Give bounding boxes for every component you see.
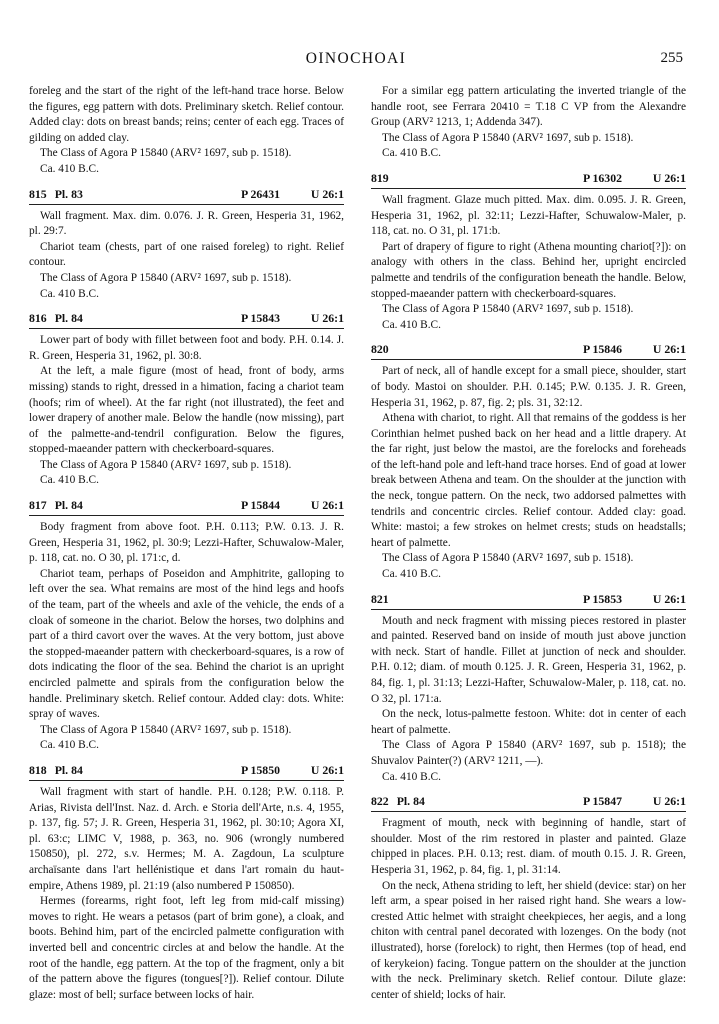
catalog-entry-818: [29, 763, 344, 1003]
entry-heading: [371, 592, 686, 610]
deposit-unit: U 26:1: [310, 762, 344, 777]
right-column: [371, 84, 686, 1003]
inventory-number: P 16302: [583, 170, 622, 185]
catalog-entry-820: [371, 342, 686, 582]
catalog-entry-817: [29, 498, 344, 754]
class-reference: The Class of Agora P 15840 (ARV² 1697, sub p. 1518); the Shuvalov Painter(?) (ARV² 1211, —).: [371, 739, 686, 767]
inventory-number: P 15853: [583, 591, 622, 606]
entry-heading: [29, 498, 344, 516]
catalog-entry-819: [371, 171, 686, 333]
description: At the left, a male figure (most of head, front of body, arms missing) stands to right, dressed in a himation, facing a chariot team (hoofs; rim of wheel). At the far right (not illustrated), the feet and lower drapery of another male. Below the handle (now missing), part of the palmette-and-tendril configuration. Below the figures, stopped-maeander pattern with checkerboard-squares.: [29, 365, 344, 456]
inventory-number: P 15843: [241, 311, 280, 326]
deposit-unit: U 26:1: [652, 342, 686, 357]
class-reference: The Class of Agora P 15840 (ARV² 1697, sub p. 1518).: [40, 271, 292, 284]
class-reference: The Class of Agora P 15840 (ARV² 1697, sub p. 1518).: [40, 723, 292, 736]
date: Ca. 410 B.C.: [382, 147, 441, 160]
description: Body fragment from above foot. P.H. 0.113; P.W. 0.13. J. R. Green, Hesperia 31, 1962, pl. 30:9; Lezzi-Hafter, Schuwalow-Maler, p. 118, cat. no. O 30, pl. 171:c, d.: [29, 521, 344, 565]
inventory-number: P 15844: [241, 498, 280, 513]
entry-number: 815: [29, 186, 47, 201]
description: Wall fragment. Glaze much pitted. Max. dim. 0.095. J. R. Green, Hesperia 31, 1962, pl. 32:11; Lezzi-Hafter, Schuwalow-Maler, p. 118, cat. no. O 31, pl. 171:b.: [371, 193, 686, 238]
class-reference: The Class of Agora P 15840 (ARV² 1697, sub p. 1518).: [40, 147, 292, 160]
entry-number: 821: [371, 591, 389, 606]
description: Chariot team, perhaps of Poseidon and Amphitrite, galloping to left over the sea. What remains are most of the hind legs and hoofs of the team, part of the wheels and axle of the vehicle, the ends of a cloak of someone in the chariot. Below the horses, two dolphins and part of a third cavort over the waves. At the very bottom, just above the stopped-maeander pattern with checkerboard-squares, is a row of dots indicating the floor of the sea. Behind the chariot is an upright encircled palmette and spirals from the configuration below the handle. Preliminary sketch. Relief contour. Added clay: dots. White: spray of waves.: [29, 567, 344, 721]
plate-ref: Pl. 83: [54, 186, 83, 201]
entry-number: 820: [371, 342, 389, 357]
deposit-unit: U 26:1: [652, 794, 686, 809]
description: Mouth and neck fragment with missing pieces restored in plaster and painted. Reserved band on inside of mouth just above junction with neck. Start of handle. Fillet at junction of neck and shoulder. P.H. 0.12; diam. of mouth 0.125. J. R. Green, Hesperia 31, 1962, p. 84, fig. 1, pl. 31:13; Lezzi-Hafter, Schuwalow-Maler, p. 118, cat. no. O 32, pl. 171:a.: [371, 614, 686, 705]
date: Ca. 410 B.C.: [40, 287, 99, 300]
description: On the neck, Athena striding to left, her shield (device: star) on her left arm, a spear poised in her raised right hand. She wears a low-crested Attic helmet with straight cheekpieces, her aegis, and a long chiton with central panel decorated with lozenges. On the body (not illustrated), horse (forelock) to right, then Hermes (top of head, end of kerykeion) facing. Tongue pattern on the shoulder at the junction with the neck. Preliminary sketch. Relief contour. Dilute glaze: center of shield; locks of hair.: [371, 879, 686, 1001]
description: Athena with chariot, to right. All that remains of the goddess is her Corinthian helmet pushed back on her head and a little drapery. At the far right, just below the mastoi, are the forelocks and foreheads of the left-hand pole and left-hand trace horses. End of goad at lower break between Athena and team. On the shoulder at the junction with the neck, tongue pattern. On the neck, two addorsed palmettes with tendrils and concentric circles. Relief contour. Added clay: goad. White: mastoi; a few strokes on helmet crests; studs on headstalls; heart of palmette.: [371, 412, 686, 549]
date: Ca. 410 B.C.: [40, 162, 99, 175]
entry-heading: [371, 171, 686, 189]
class-reference: The Class of Agora P 15840 (ARV² 1697, sub p. 1518).: [382, 303, 634, 316]
entry-heading: [371, 342, 686, 360]
plate-ref: [397, 342, 583, 357]
plate-ref: Pl. 84: [54, 762, 83, 777]
description: Part of drapery of figure to right (Athena mounting chariot[?]): on analogy with others in the class. Behind her, upright encircled palmette and tendrils of the configuration beneath the handle. Below, stopped-maeander pattern with checkerboard-squares.: [371, 240, 686, 300]
entry-number: 822: [371, 794, 389, 809]
description: For a similar egg pattern articulating the inverted triangle of the handle root, see Ferrara 20410 = T.18 C VP from the Alexandre Group (ARV² 1213, 1; Addenda 347).: [371, 85, 686, 129]
inventory-number: P 26431: [241, 186, 280, 201]
description: Hermes (forearms, right foot, left leg from mid-calf missing) moves to right. He wears a petasos (part of brim gone), a cloak, and boots. Behind him, part of the encircled palmette configuration with inverted bell and concentric circles at and below the handle. At the root of the handle, egg pattern. At the top of the fragment, only a bit of the pattern above the figures (tongues[?]). Relief contour. Dilute glaze: most of bell; surface between locks of hair.: [29, 895, 344, 1001]
deposit-unit: U 26:1: [652, 591, 686, 606]
entry-heading: [29, 763, 344, 781]
entry-number: 816: [29, 311, 47, 326]
inventory-number: P 15850: [241, 762, 280, 777]
date: Ca. 410 B.C.: [382, 318, 441, 331]
plate-ref: Pl. 84: [396, 794, 425, 809]
description: Chariot team (chests, part of one raised foreleg) to right. Relief contour.: [29, 240, 344, 269]
entry-heading: [29, 311, 344, 329]
plate-ref: [397, 171, 583, 186]
inventory-number: P 15846: [583, 342, 622, 357]
catalog-entry-815: [29, 187, 344, 303]
entry-number: 819: [371, 170, 389, 185]
catalog-entry-816: [29, 311, 344, 489]
entry-number: 817: [29, 498, 47, 513]
left-column: [29, 84, 344, 1003]
deposit-unit: U 26:1: [652, 170, 686, 185]
plate-ref: Pl. 84: [54, 498, 83, 513]
deposit-unit: U 26:1: [310, 186, 344, 201]
plate-ref: [397, 592, 583, 607]
description: Lower part of body with fillet between foot and body. P.H. 0.14. J. R. Green, Hesperia 31, 1962, pl. 30:8.: [29, 334, 344, 362]
entry-heading: [371, 794, 686, 812]
continued-paragraph: foreleg and the start of the right of the left-hand trace horse. Below the figures, egg pattern with dots. Preliminary sketch. Relief contour. Added clay: dots on breast bands; reins; center of each egg. Traces of gilding on added clay.: [29, 85, 344, 144]
class-reference: The Class of Agora P 15840 (ARV² 1697, sub p. 1518).: [382, 552, 634, 565]
description: Part of neck, all of handle except for a small piece, shoulder, start of body. Mastoi on shoulder. P.H. 0.145; P.W. 0.135. J. R. Green, Hesperia 31, 1962, p. 87, fig. 2; pls. 31, 32:12.: [371, 365, 686, 409]
page-header: [29, 50, 683, 72]
description: Fragment of mouth, neck with beginning of handle, start of shoulder. Most of the rim restored in plaster and painted. Glaze chipped in places. P.H. 0.13; rest. diam. of mouth 0.15. J. R. Green, Hesperia 31, 1962, p. 84, fig. 1, pl. 31:14.: [371, 817, 686, 876]
date: Ca. 410 B.C.: [382, 568, 441, 581]
plate-ref: Pl. 84: [54, 311, 83, 326]
date: Ca. 410 B.C.: [40, 474, 99, 487]
deposit-unit: U 26:1: [310, 498, 344, 513]
catalog-entry-822: [371, 794, 686, 1003]
running-title: OINOCHOAI: [305, 50, 407, 67]
page-number: 255: [660, 50, 683, 66]
class-reference: The Class of Agora P 15840 (ARV² 1697, sub p. 1518).: [40, 458, 292, 471]
entry-number: 818: [29, 762, 47, 777]
description: Wall fragment. Max. dim. 0.076. J. R. Green, Hesperia 31, 1962, pl. 29:7.: [29, 209, 344, 238]
inventory-number: P 15847: [583, 794, 622, 809]
date: Ca. 410 B.C.: [40, 739, 99, 752]
description: Wall fragment with start of handle. P.H. 0.128; P.W. 0.118. P. Arias, Rivista dell'Inst. Naz. d. Arch. e Storia dell'Arte, n.s. 4, 1955, p. 137, fig. 57; J. R. Green, Hesperia 31, 1962, pl. 30:10; Agora XI, pl. 63:c; LIMC V, 1988, p. 363, no. 906 (wrongly numbered 150850), pl. 272, s.v. Hermes; M. A. Zagdoun, La sculpture archaïsante dans l'art hellénistique et dans l'art romain du haut-empire, Athens 1989, pl. 21:19 (also numbered P 150850).: [29, 785, 344, 892]
entry-heading: [29, 187, 344, 205]
date: Ca. 410 B.C.: [382, 770, 441, 783]
class-reference: The Class of Agora P 15840 (ARV² 1697, sub p. 1518).: [382, 131, 634, 144]
description: On the neck, lotus-palmette festoon. White: dot in center of each heart of palmette.: [371, 708, 686, 736]
deposit-unit: U 26:1: [310, 311, 344, 326]
catalog-entry-821: [371, 592, 686, 786]
